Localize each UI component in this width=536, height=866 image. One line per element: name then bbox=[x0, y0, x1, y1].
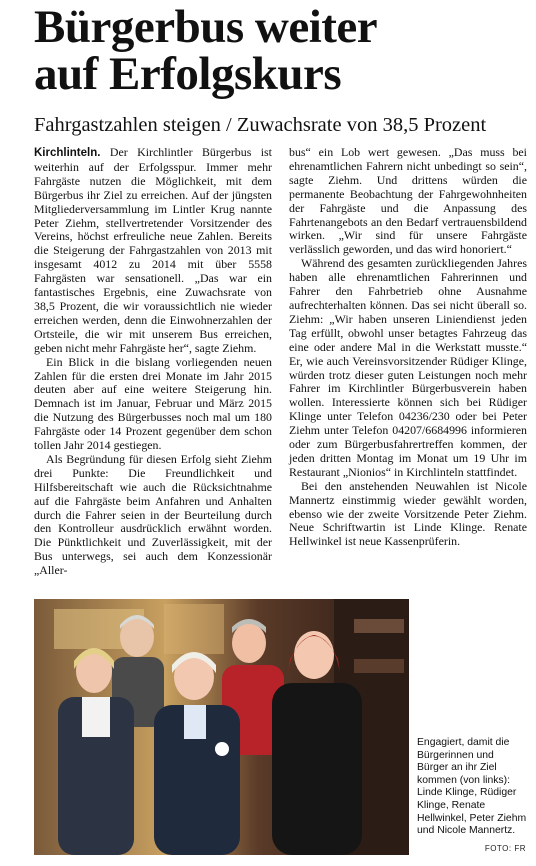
article-paragraph: Ein Blick in die bislang vorliegenden neuen Zahlen für die ersten drei Monate im Jahr 2015 deuten aber auf eine weitere Steigerung hin. Demnach ist im Januar, Februar und März 2015 die Nutzung des Bürgerbusses noch mal um 180 Fahrgäste oder 14 Prozent gegenüber dem schon tollen Jahr 2014 gestiegen. bbox=[34, 354, 272, 453]
article-paragraph: Während des gesamten zurückliegenden Jahres haben alle ehrenamtlichen Fahrerinnen und Fahrer den Fahrbetrieb ohne Ausnahme aufrechterhalten können. Das sei nicht überall so. Ziehm: „Wir haben unseren Liniendienst jeden Tag erfüllt, obwohl unser betagtes Fahrzeug das eine oder andere Mal in die Werkstatt musste.“ Er, wie auch Vereinsvorsitzender Rüdiger Klinge, würden trotz dieser guten Leistungen noch mehr Fahrer im Kirchlintler Bürgerbusverein haben wollen. Interessierte können sich bei Rüdiger Klinge unter Telefon 04236/230 oder bei Peter Ziehm unter Telefon 04207/6684996 informieren oder zum Bürgerbusfahrertreffen kommen, der jeden dritten Montag im Monat um 19 Uhr im Restaurant „Nionios“ in Kirchlinteln stattfindet. bbox=[289, 256, 527, 479]
subheadline: Fahrgastzahlen steigen / Zuwachsrate von 38,5 Prozent bbox=[34, 114, 487, 136]
article-paragraph: Bei den anstehenden Neuwahlen ist Nicole Mannertz einstimmig wieder gewählt worden, ebenso wie der zweite Vorsitzende Peter Ziehm. Neue Schriftwartin ist Linde Klinge. Renate Hellwinkel ist neue Kassenprüferin. bbox=[289, 478, 527, 549]
article-paragraph: Als Begründung für diesen Erfolg sieht Ziehm drei Punkte: Die Freundlichkeit und Hilfsbereitschaft wie auch die Rücksichtnahme auf die Fahrgäste beim Anfahren und Anhalten durch die Fahrer seien in der Beurteilung durch den Kontrolleur ausdrücklich erwähnt worden. Die Pünktlichkeit und Zuverlässigkeit, mit der Bus unterwegs, sei auch dem Konzessionär „Aller- bbox=[34, 451, 272, 578]
article-paragraph bbox=[34, 146, 272, 356]
headline-line-1: Bürgerbus weiter bbox=[34, 1, 378, 53]
headline bbox=[34, 1, 534, 100]
article-paragraph: bus“ ein Lob wert gewesen. „Das muss bei ehrenamtlichen Fahrern nicht unbedingt so sein“, sagte Ziehm. Und drittens würden die permanente Beobachtung der Fahrgewohnheiten der Fahrgäste und die Anpassung des Fahrtenangebots an den Bedarf vertrauensbildend wirken. „Wir sind für unsere Fahrgäste verlässlich geworden, und das wird honoriert.“ bbox=[289, 145, 527, 257]
article-column-right bbox=[289, 146, 527, 549]
group-photo-illustration bbox=[34, 599, 409, 855]
headline-line-2: auf Erfolgskurs bbox=[34, 48, 342, 100]
photo-credit: FOTO: FR bbox=[484, 844, 526, 853]
paragraph-text: Der Kirchlintler Bürgerbus ist weiterhin auf der Erfolgsspur. Immer mehr Fahrgäste nutzen die Möglichkeit, mit dem Bürgerbus ihr Ziel zu erreichen. Auf der jüngsten Mitgliederversammlung im Lintler Krug nannte Peter Ziehm, stellvertretender Vorsitzender des Vereins, höchst erfreuliche neue Zahlen. Bereits die Steigerung der Fahrgastzahlen von 2013 mit insgesamt 4012 zu 2014 mit über 5558 Fahrgästen war sensationell. „Das war ein fantastisches Ergebnis, eine Zuwachsrate von 38,5 Prozent, die wir voraussichtlich nie wieder erreichen werden, denn die Einwohnerzahlen der Ortsteile, die wir mit unserem Bus erreichen, geben nicht mehr Fahrgäste her“, sagte Ziehm. bbox=[34, 145, 272, 355]
photo-caption: Engagiert, damit die Bürgerinnen und Bürger an ihr Ziel kommen (von links): Linde Klinge, Rüdiger Klinge, Renate Hellwinkel, Peter Ziehm und Nicole Mannertz. bbox=[417, 737, 527, 837]
article-column-left bbox=[34, 146, 272, 578]
group-photo bbox=[34, 599, 409, 855]
dateline: Kirchlinteln. bbox=[34, 147, 101, 159]
